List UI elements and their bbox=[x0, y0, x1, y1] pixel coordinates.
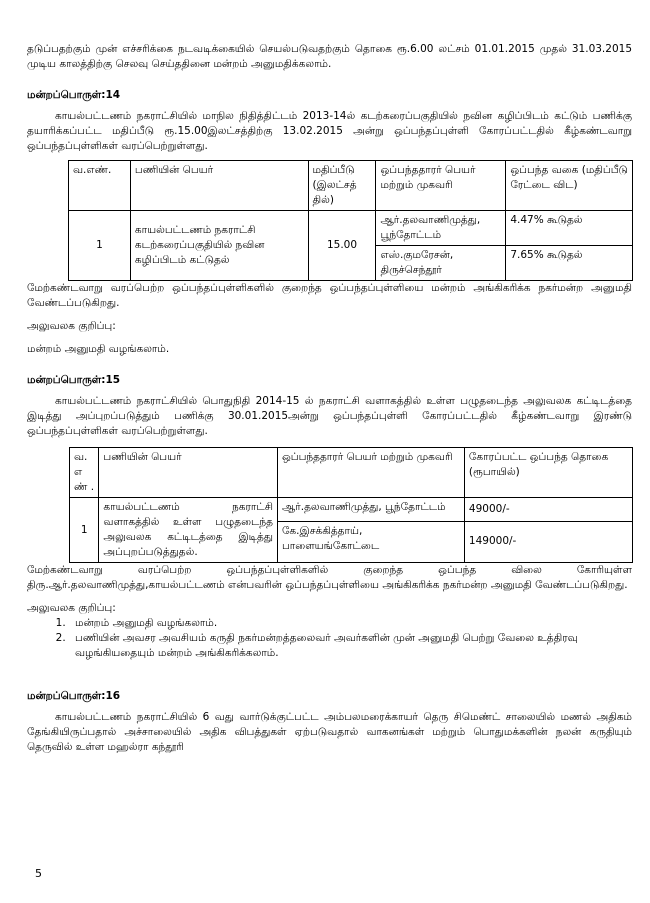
cell-rate: 4.47% கூடுதல் bbox=[506, 211, 633, 246]
item15-tender-table bbox=[69, 447, 633, 563]
cell-contractor: ஆர்.தலவாணிமுத்து, பூந்தோட்டம் bbox=[277, 498, 464, 522]
item14-note-label: அலுவலக குறிப்பு: bbox=[27, 320, 116, 332]
item15-paragraph: காயல்பட்டணம் நகராட்சியில் பொதுநிதி 2014-15 ல் நகராட்சி வளாகத்தில் உள்ள பழுதடைந்த அலுவலக கட்டிடத்தை இடித்து அப்புறப்படுத்தும் பணிக்கு 30.01.2015அன்று ஒப்பந்தப்புள்ளி கோரப்பட்டதில் கீழ்கண்டவாறு இரண்டு ஒப்பந்தப்புள்ளிகள் வரப்பெற்றுள்ளது. bbox=[27, 395, 632, 437]
header-sno: வ. எ ண் . bbox=[70, 448, 99, 498]
item14-note: மன்றம் அனுமதி வழங்கலாம். bbox=[27, 343, 170, 355]
table-header-row bbox=[70, 448, 633, 498]
cell-contractor: ஆர்.தலவாணிமுத்து, பூந்தோட்டம் bbox=[376, 211, 506, 246]
cell-amount: 49000/- bbox=[464, 498, 632, 522]
item15-note-label: அலுவலக குறிப்பு: bbox=[27, 602, 116, 614]
item15-heading: மன்றப்பொருள்:15 bbox=[27, 374, 121, 386]
cell-rate: 7.65% கூடுதல் bbox=[506, 246, 633, 281]
page-number: 5 bbox=[35, 867, 42, 880]
cell-contractor: எஸ்.குமரேசன், திருச்செந்தூர் bbox=[376, 246, 506, 281]
item14-tender-table bbox=[68, 160, 633, 281]
item15-notes-list bbox=[27, 616, 632, 661]
item14-heading: மன்றப்பொருள்:14 bbox=[27, 89, 121, 101]
header-work: பணியின் பெயர் bbox=[99, 448, 278, 498]
header-contractor: ஒப்பந்ததாரர் பெயர் மற்றும் முகவரி bbox=[376, 161, 506, 211]
header-contractor: ஒப்பந்ததாரர் பெயர் மற்றும் முகவரி bbox=[277, 448, 464, 498]
list-item: 1. மன்றம் அனுமதி வழங்கலாம். bbox=[69, 616, 632, 631]
header-amount: கோரப்பட்ட ஒப்பந்த தொகை (ரூபாயில்) bbox=[464, 448, 632, 498]
cell-amount: 149000/- bbox=[464, 521, 632, 562]
table-row bbox=[69, 211, 633, 246]
cell-sno: 1 bbox=[70, 498, 99, 563]
table-row bbox=[70, 498, 633, 522]
item15-after-table: மேற்கண்டவாறு வரப்பெற்ற ஒப்பந்தப்புள்ளிகளில் குறைந்த ஒப்பந்த விலை கோரியுள்ள திரு.ஆர்.தலவாணிமுத்து,காயல்பட்டணம் என்பவரின் ஒப்பந்தப்புள்ளியை அங்கிகரிக்க நகர்மன்ற அனுமதி வேண்டப்படுகிறது. bbox=[27, 564, 632, 591]
intro-paragraph: தடுப்பதற்கும் முன் எச்சரிக்கை நடவடிக்கையில் செயல்படுவதற்கும் தொகை ரூ.6.00 லட்சம் 01.01.2015 முதல் 31.03.2015 முடிய காலத்திற்கு செலவு செய்ததினை மன்றம் அனுமதிக்கலாம். bbox=[27, 43, 632, 70]
header-work: பணியின் பெயர் bbox=[130, 161, 308, 211]
cell-sno: 1 bbox=[69, 211, 131, 281]
cell-work: காயல்பட்டணம் நகராட்சி கடற்கரைப்பகுதியில் நவின கழிப்பிடம் கட்டுதல் bbox=[130, 211, 308, 281]
header-sno: வ.எண். bbox=[69, 161, 131, 211]
item14-paragraph: காயல்பட்டணம் நகராட்சியில் மாநில நிதித்திட்டம் 2013-14ல் கடற்கரைப்பகுதியில் நவின கழிப்பிடம் கட்டும் பணிக்கு தயாரிக்கப்பட்ட மதிப்பீடு ரூ.15.00இலட்சத்திற்கு 13.02.2015 அன்று ஒப்பந்தப்புள்ளி கோரப்பட்டதில் கீழ்கண்டவாறு ஒப்பந்தப்புள்ளிகள் வரப்பெற்றுள்ளது. bbox=[27, 110, 632, 152]
header-rate: ஒப்பந்த வகை (மதிப்பீடு ரேட்டை விட) bbox=[506, 161, 633, 211]
document-page bbox=[27, 42, 632, 755]
item14-after-table: மேற்கண்டவாறு வரப்பெற்ற ஒப்பந்தப்புள்ளிகளில் குறைந்த ஒப்பந்தப்புள்ளியை மன்றம் அங்கிகரிக்க நகர்மன்ற அனுமதி வேண்டப்படுகிறது. bbox=[27, 282, 632, 309]
list-item: 2. பணியின் அவசர அவசியம் கருதி நகர்மன்றத்தலைவர் அவர்களின் முன் அனுமதி பெற்று வேலை உத்திரவு வழங்கியதையும் மன்றம் அங்கிகரிக்கலாம். bbox=[69, 631, 632, 661]
cell-contractor: கே.இசக்கித்தாய், பாளையங்கோட்டை bbox=[277, 521, 464, 562]
table-header-row bbox=[69, 161, 633, 211]
item16-paragraph: காயல்பட்டணம் நகராட்சியில் 6 வது வார்டுக்குட்பட்ட அம்பலமரைக்காயர் தெரு சிமெண்ட் சாலையில் மணல் அதிகம் தேங்கியிருப்பதால் அச்சாலையில் அதிக விபத்துகள் ஏற்படுவதால் வாகனங்கள் மற்றும் பொதுமக்களின் நலன் கருதியும் தெருவில் உள்ள மஹல்ரா கந்தூரி bbox=[27, 711, 632, 753]
cell-estimate: 15.00 bbox=[308, 211, 376, 281]
header-estimate: மதிப்பீடு (இலட்சத் தில்) bbox=[308, 161, 376, 211]
cell-work: காயல்பட்டணம் நகராட்சி வளாகத்தில் உள்ள பழுதடைந்த அலுவலக கட்டிடத்தை இடித்து அப்புறப்படுத்துதல். bbox=[99, 498, 278, 563]
item16-heading: மன்றப்பொருள்:16 bbox=[27, 690, 121, 702]
